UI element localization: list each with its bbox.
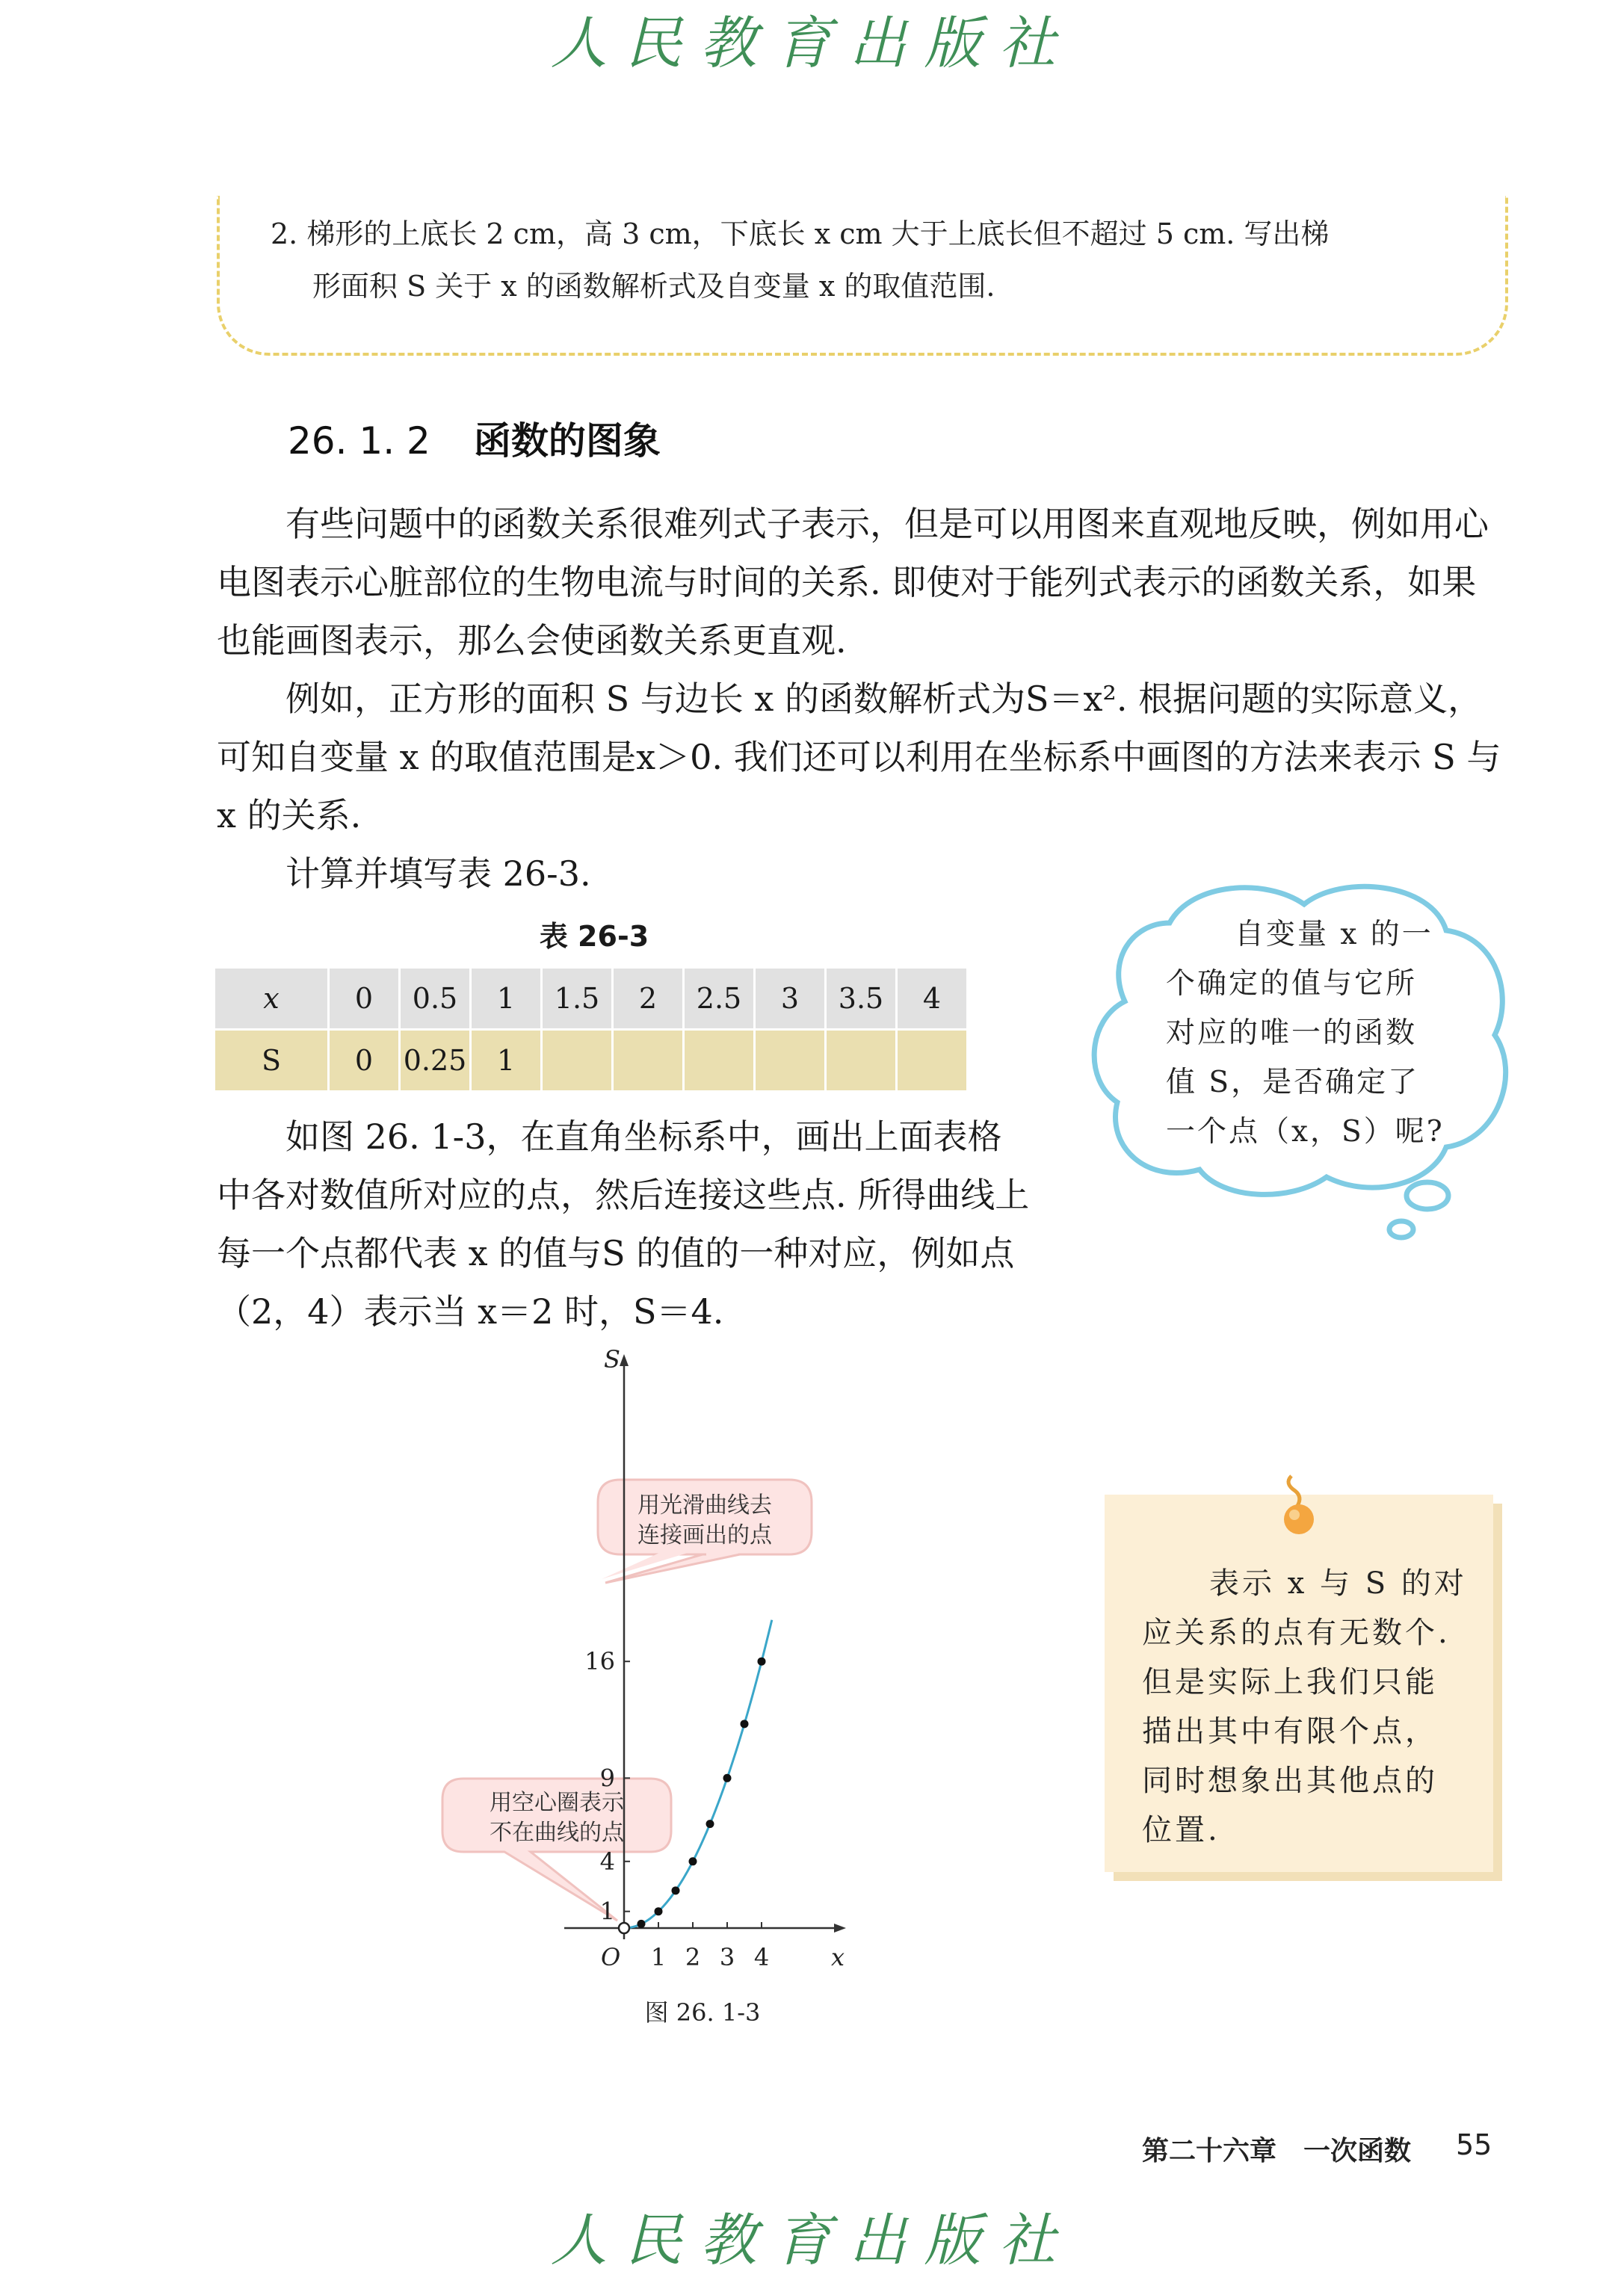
note-line: 同时想象出其他点的: [1142, 1764, 1438, 1798]
function-graph: [314, 1330, 912, 1980]
bubble-hollow-line-2: 不在曲线的点: [490, 1820, 624, 1846]
cloud-line: 值 S，是否确定了: [1166, 1066, 1420, 1099]
y-tick-label: 4: [599, 1847, 615, 1876]
cloud-line: 个确定的值与它所: [1166, 967, 1418, 1001]
table-title: 表 26-3: [539, 920, 649, 953]
note-line: 但是实际上我们只能: [1142, 1665, 1438, 1699]
note-text: [1142, 1559, 1486, 1855]
note-line: 表示 x 与 S 的对: [1209, 1566, 1467, 1601]
data-point: [672, 1886, 680, 1894]
table-row-x: [215, 969, 968, 1030]
cloud-line: 一个点（x，S）呢?: [1166, 1115, 1445, 1149]
y-tick-label: 16: [584, 1647, 615, 1676]
cloud-line: 自变量 x 的一: [1235, 918, 1433, 951]
table-cell: 0: [329, 969, 400, 1030]
y-axis-arrow: [620, 1354, 629, 1366]
table-cell: 0: [329, 1030, 400, 1091]
body-text-figure: [217, 1108, 1031, 1341]
table-cell: 2.5: [684, 969, 755, 1030]
table-cell: [897, 1030, 968, 1091]
note-line: 描出其中有限个点，: [1142, 1714, 1438, 1749]
cloud-text: [1166, 910, 1480, 1157]
section-title: 函数的图象: [473, 419, 661, 463]
table-cell: 1.5: [542, 969, 613, 1030]
y-tick-label: 9: [599, 1764, 615, 1793]
paragraph-2: 例如，正方形的面积 S 与边长 x 的函数解析式为S＝x². 根据问题的实际意义，可知自变量 x 的取值范围是x＞0. 我们还可以利用在坐标系中画图的方法来表示 S 与 x 的关系.: [217, 679, 1501, 835]
data-point: [637, 1920, 646, 1928]
x-tick-label: 4: [753, 1943, 770, 1971]
x-tick-label: 1: [650, 1943, 667, 1971]
table-cell: 0.25: [400, 1030, 471, 1091]
section-number: 26. 1. 2: [288, 419, 430, 463]
section-heading: [288, 411, 661, 465]
note-line: 应关系的点有无数个.: [1142, 1616, 1451, 1650]
table-cell: 0.5: [400, 969, 471, 1030]
note-line: 位置.: [1142, 1813, 1220, 1847]
x-tick-group: [651, 1922, 769, 1971]
x-tick-label: 2: [685, 1943, 701, 1971]
x-tick-label: 3: [719, 1943, 735, 1971]
x-axis-arrow: [834, 1924, 846, 1933]
value-table: [215, 969, 969, 1090]
table-header-x: x: [215, 969, 329, 1030]
table-cell: [613, 1030, 684, 1091]
bubble-smooth-line-2: 连接画出的点: [637, 1522, 772, 1548]
data-point: [689, 1857, 697, 1865]
table-cell: [826, 1030, 897, 1091]
x-axis-label: x: [831, 1943, 845, 1971]
hollow-point: [619, 1923, 629, 1933]
table-header-s: S: [215, 1030, 329, 1091]
cloud-line: 对应的唯一的函数: [1166, 1016, 1418, 1050]
y-tick-label: 1: [599, 1897, 615, 1926]
data-point: [758, 1658, 766, 1666]
bubble-smooth-line-1: 用光滑曲线去: [637, 1492, 772, 1519]
table-cell: 3: [755, 969, 826, 1030]
figure-caption: 图 26. 1-3: [644, 1998, 761, 2027]
data-point: [706, 1820, 714, 1828]
data-point: [723, 1774, 732, 1782]
data-point: [741, 1720, 749, 1728]
table-cell: 2: [613, 969, 684, 1030]
exercise-line-2: 形面积 S 关于 x 的函数解析式及自变量 x 的取值范围.: [312, 270, 995, 303]
publisher-brand-header: 人民教育出版社: [550, 10, 1074, 76]
paragraph-3: 计算并填写表 26-3.: [285, 853, 591, 894]
table-cell: 4: [897, 969, 968, 1030]
table-cell: 3.5: [826, 969, 897, 1030]
table-cell: 1: [471, 969, 542, 1030]
parabola-curve: [624, 1620, 772, 1928]
paragraph-4: 如图 26. 1-3，在直角坐标系中，画出上面表格中各对数值所对应的点，然后连接这些点. 所得曲线上每一个点都代表 x 的值与S 的值的一种对应，例如点（2，4）表示当 x＝2 时，S＝4.: [217, 1116, 1030, 1332]
table-cell: [755, 1030, 826, 1091]
table-cell: [542, 1030, 613, 1091]
table-row-s: [215, 1030, 968, 1091]
publisher-brand-footer: 人民教育出版社: [550, 2207, 1074, 2273]
origin-label: O: [601, 1943, 621, 1971]
table-cell: [684, 1030, 755, 1091]
pin-icon: [1262, 1468, 1336, 1543]
paragraph-1: 有些问题中的函数关系很难列式子表示，但是可以用图来直观地反映，例如用心电图表示心脏部位的生物电流与时间的关系. 即使对于能列式表示的函数关系，如果也能画图表示，那么会使函数关系更直观.: [217, 504, 1489, 661]
body-text-top: [217, 495, 1502, 903]
table-cell: 1: [471, 1030, 542, 1091]
page-number: 55: [1456, 2128, 1492, 2161]
bubble-hollow-line-1: 用空心圈表示: [490, 1790, 624, 1816]
footer-chapter: 第二十六章 一次函数: [1142, 2136, 1412, 2166]
data-point: [655, 1907, 663, 1915]
exercise-line-1: 2. 梯形的上底长 2 cm，高 3 cm，下底长 x cm 大于上底长但不超过 5 cm. 写出梯: [271, 217, 1330, 250]
y-axis-label: S: [604, 1345, 620, 1374]
